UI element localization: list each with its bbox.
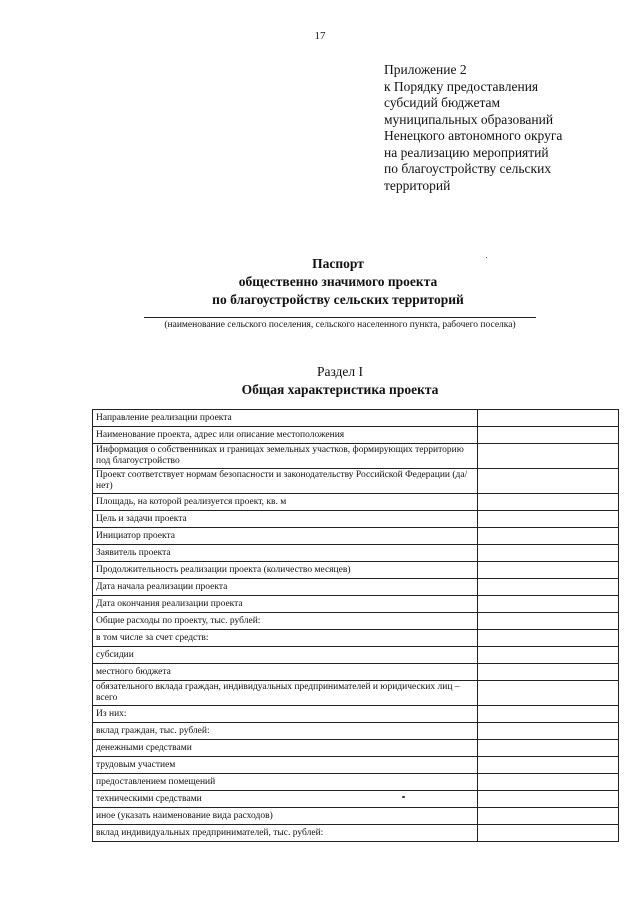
- table-row: [93, 596, 619, 613]
- appendix-line: субсидий бюджетам: [384, 95, 501, 110]
- row-label: субсидии: [93, 647, 478, 664]
- row-value-cell[interactable]: [478, 596, 619, 613]
- table-row: [93, 664, 619, 681]
- row-value-cell[interactable]: [478, 681, 619, 706]
- row-value-cell[interactable]: [478, 664, 619, 681]
- row-label: Дата начала реализации проекта: [93, 579, 478, 596]
- row-value-cell[interactable]: [478, 825, 619, 842]
- row-value-cell[interactable]: [478, 579, 619, 596]
- table-row: [93, 511, 619, 528]
- row-value-cell[interactable]: [478, 647, 619, 664]
- table-row: [93, 410, 619, 427]
- row-value-cell[interactable]: [478, 740, 619, 757]
- row-value-cell[interactable]: [478, 774, 619, 791]
- table-row: [93, 444, 619, 469]
- section-heading: [0, 363, 640, 399]
- table-row: [93, 579, 619, 596]
- passport-title-line: по благоустройству сельских территорий: [212, 292, 464, 307]
- row-label: Направление реализации проекта: [93, 410, 478, 427]
- row-value-cell[interactable]: [478, 444, 619, 469]
- table-row: [93, 791, 619, 808]
- row-value-cell[interactable]: [478, 562, 619, 579]
- appendix-line: на реализацию мероприятий: [384, 144, 549, 160]
- row-label: Информация о собственниках и границах земельных участков, формирующих территорию под благоустройство: [93, 444, 478, 469]
- row-label: местного бюджета: [93, 664, 478, 681]
- row-label: Заявитель проекта: [93, 545, 478, 562]
- appendix-line: территорий: [384, 177, 451, 193]
- table-row: [93, 545, 619, 562]
- row-value-cell[interactable]: [478, 494, 619, 511]
- table-row: [93, 630, 619, 647]
- table-row: [93, 706, 619, 723]
- row-label: техническими средствами: [93, 791, 478, 808]
- table-row: [93, 427, 619, 444]
- row-label: иное (указать наименование вида расходов): [93, 808, 478, 825]
- appendix-line: по благоустройству сельских: [384, 161, 552, 176]
- table-row: [93, 494, 619, 511]
- row-value-cell[interactable]: [478, 427, 619, 444]
- table-row: [93, 825, 619, 842]
- table-row: [93, 613, 619, 630]
- section-number: Раздел I: [316, 364, 364, 379]
- row-value-cell[interactable]: [478, 630, 619, 647]
- section-title: Общая характеристика проекта: [241, 382, 439, 397]
- appendix-line: Приложение 2: [384, 62, 467, 77]
- table-row: [93, 681, 619, 706]
- table-row: [93, 469, 619, 494]
- row-label: денежными средствами: [93, 740, 478, 757]
- table-row: [93, 757, 619, 774]
- row-value-cell[interactable]: [478, 469, 619, 494]
- table-row: [93, 562, 619, 579]
- table-row: [93, 808, 619, 825]
- row-label: Проект соответствует нормам безопасности и законодательству Российской Федерации (да/нет): [93, 469, 478, 494]
- row-value-cell[interactable]: [478, 545, 619, 562]
- passport-title: [0, 255, 640, 309]
- settlement-name-caption: (наименование сельского поселения, сельского населенного пункта, рабочего поселка): [164, 320, 516, 330]
- row-label: трудовым участием: [93, 757, 478, 774]
- row-value-cell[interactable]: [478, 808, 619, 825]
- appendix-block: [384, 62, 614, 194]
- settlement-name-line: [144, 317, 536, 318]
- page-number: 17: [314, 30, 326, 42]
- row-value-cell[interactable]: [478, 511, 619, 528]
- row-value-cell[interactable]: [478, 528, 619, 545]
- row-value-cell[interactable]: [478, 757, 619, 774]
- row-label: вклад индивидуальных предпринимателей, тыс. рублей:: [93, 825, 478, 842]
- table-row: [93, 723, 619, 740]
- row-label: Из них:: [93, 706, 478, 723]
- appendix-line: Ненецкого автономного округа: [384, 128, 563, 143]
- row-label: Площадь, на которой реализуется проект, кв. м: [93, 494, 478, 511]
- project-characteristics-table: [92, 409, 619, 842]
- passport-title-line: Паспорт: [312, 256, 364, 271]
- passport-title-line: общественно значимого проекта: [238, 274, 438, 289]
- row-value-cell[interactable]: [478, 613, 619, 630]
- row-value-cell[interactable]: [478, 706, 619, 723]
- row-value-cell[interactable]: [478, 410, 619, 427]
- row-label: Наименование проекта, адрес или описание местоположения: [93, 427, 478, 444]
- table-row: [93, 528, 619, 545]
- row-label: Продолжительность реализации проекта (количество месяцев): [93, 562, 478, 579]
- appendix-line: к Порядку предоставления: [384, 78, 539, 94]
- table-row: [93, 647, 619, 664]
- row-label: Цель и задачи проекта: [93, 511, 478, 528]
- table-row: [93, 774, 619, 791]
- table-row: [93, 740, 619, 757]
- row-label: предоставлением помещений: [93, 774, 478, 791]
- appendix-line: муниципальных образований: [384, 111, 554, 127]
- row-label: Дата окончания реализации проекта: [93, 596, 478, 613]
- row-label: Инициатор проекта: [93, 528, 478, 545]
- row-value-cell[interactable]: [478, 791, 619, 808]
- row-label: в том числе за счет средств:: [93, 630, 478, 647]
- stray-mark: [402, 796, 405, 798]
- row-label: Общие расходы по проекту, тыс. рублей:: [93, 613, 478, 630]
- row-value-cell[interactable]: [478, 723, 619, 740]
- row-label: вклад граждан, тыс. рублей:: [93, 723, 478, 740]
- row-label: обязательного вклада граждан, индивидуальных предпринимателей и юридических лиц – всего: [93, 681, 478, 706]
